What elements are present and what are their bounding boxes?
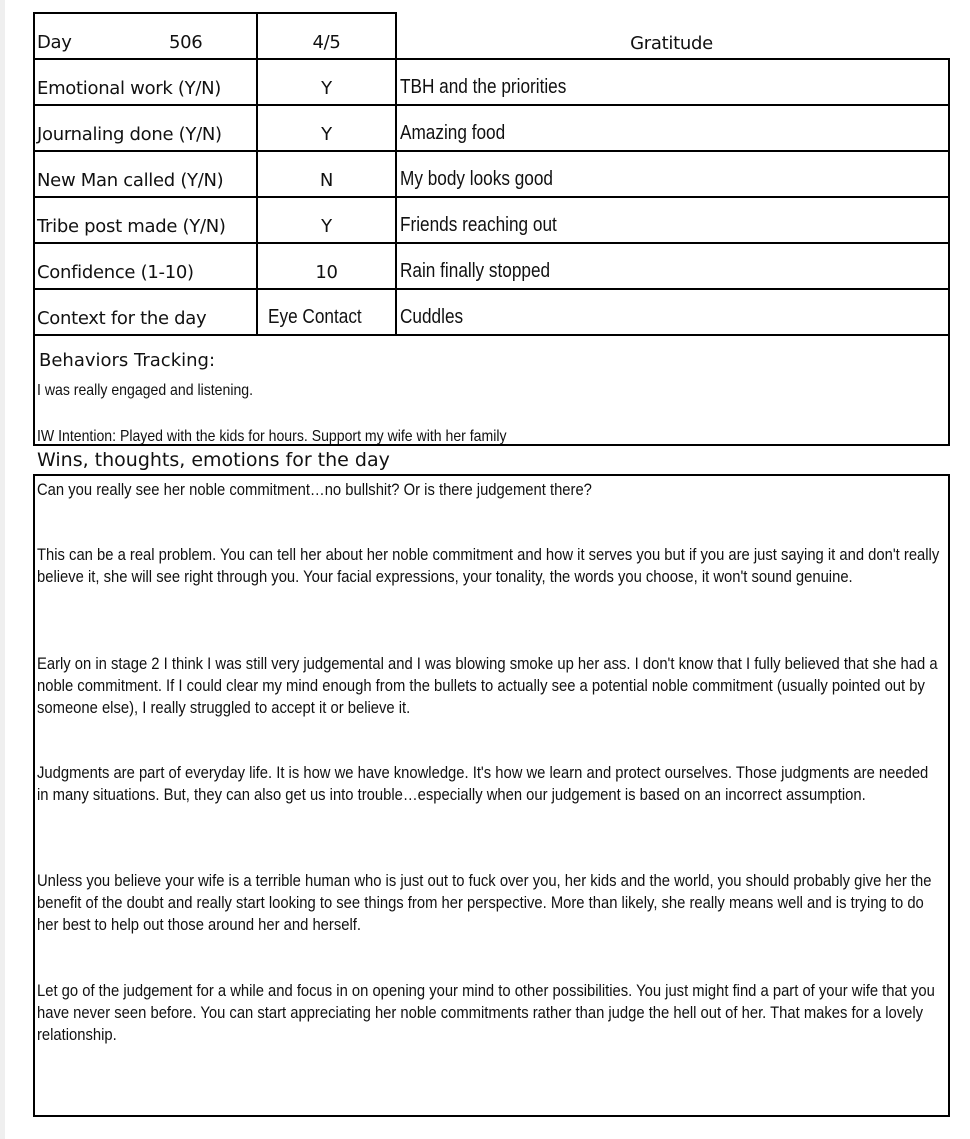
behaviors-text: I was really engaged and listening. — [37, 382, 254, 399]
wins-paragraph: Early on in stage 2 I think I was still very judgemental and I was blowing smoke up her ass. I don't know that I fully believed that she had a noble commitment. If I could clear my mind enough from the bullets to actually see a potential noble commitment (usually pointed out by someone else), I really struggled to accept it or believe it. — [37, 654, 938, 717]
behaviors-title: Behaviors Tracking: — [39, 350, 216, 371]
gratitude-item: My body looks good — [400, 168, 553, 190]
row-value: N — [319, 170, 334, 191]
row-value: Eye Contact — [268, 306, 362, 328]
row-label: Confidence (1-10) — [37, 262, 194, 283]
row-label: Emotional work (Y/N) — [37, 78, 222, 99]
wins-paragraph: Judgments are part of everyday life. It is how we have knowledge. It's how we learn and protect ourselves. Those judgments are needed in many situations. But, they can also get us into trouble…especially when our judgement is based on an incorrect assumption. — [37, 763, 929, 804]
wins-paragraph: This can be a real problem. You can tell her about her noble commitment and how it serves you but if you are just saying it and don't really believe it, she will see right through you. Your facial expressions, your tonality, the words you choose, it won't sound genuine. — [37, 545, 940, 586]
wins-paragraph: Let go of the judgement for a while and focus in on opening your mind to other possibilities. You just might find a part of your wife that you have never seen before. You can start appreciating her noble commitments rather than judge the hell out of her. That makes for a lovely relationship. — [37, 981, 935, 1044]
row-label: Context for the day — [37, 308, 207, 329]
day-number: 506 — [169, 32, 203, 53]
row-value: Y — [321, 216, 332, 237]
gratitude-item: Cuddles — [400, 306, 464, 328]
intention-text: IW Intention: Played with the kids for hours. Support my wife with her family — [37, 428, 507, 445]
column-divider — [395, 58, 397, 334]
date-value: 4/5 — [312, 32, 341, 53]
row-value: 10 — [315, 262, 338, 283]
gratitude-item: Amazing food — [400, 122, 506, 144]
wins-title: Wins, thoughts, emotions for the day — [37, 449, 390, 471]
behaviors-box — [33, 334, 950, 446]
gratitude-header: Gratitude — [630, 33, 713, 54]
row-label: New Man called (Y/N) — [37, 170, 224, 191]
column-divider — [256, 58, 258, 334]
gratitude-item: Friends reaching out — [400, 214, 557, 236]
row-value: Y — [321, 78, 332, 99]
row-value: Y — [321, 124, 332, 145]
row-label: Journaling done (Y/N) — [37, 124, 222, 145]
row-label: Tribe post made (Y/N) — [37, 216, 226, 237]
page-edge — [0, 0, 5, 1139]
gratitude-item: TBH and the priorities — [400, 76, 567, 98]
wins-paragraph: Unless you believe your wife is a terrible human who is just out to fuck over you, her kids and the world, you should probably give her the benefit of the doubt and really start looking to see things from her perspective. More than likely, she really means well and is trying to do her best to help out those around her and herself. — [37, 871, 932, 934]
wins-paragraph: Can you really see her noble commitment…no bullshit? Or is there judgement there? — [37, 480, 592, 499]
day-label: Day — [37, 32, 72, 53]
gratitude-item: Rain finally stopped — [400, 260, 551, 282]
